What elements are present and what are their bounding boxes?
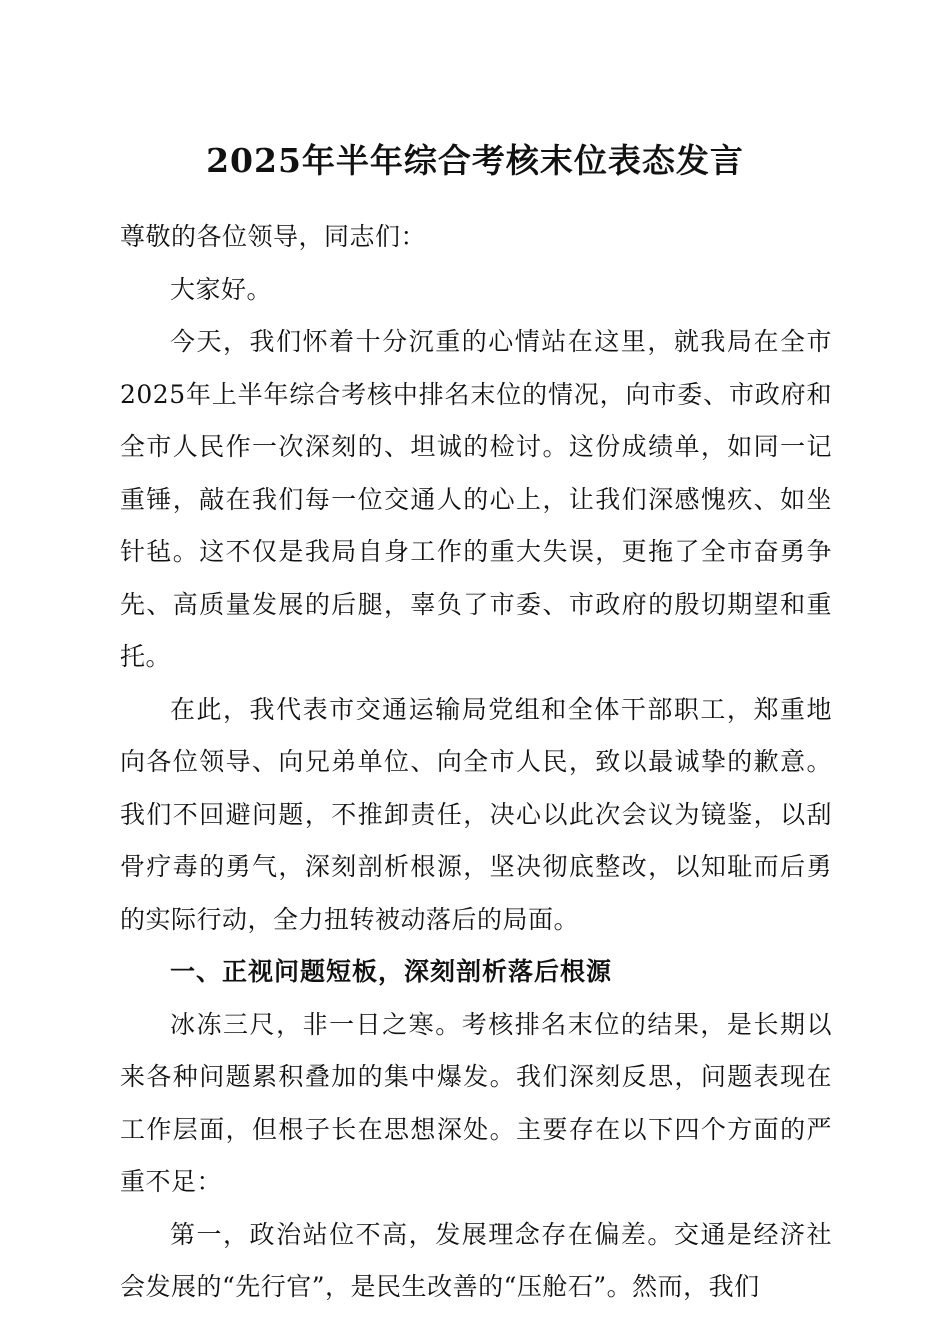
document-title: 2025年半年综合考核末位表态发言 xyxy=(206,141,744,180)
document-body xyxy=(120,211,832,1314)
paragraph-greeting: 大家好。 xyxy=(170,274,273,304)
paragraph-first-point: 第一，政治站位不高，发展理念存在偏差。交通是经济社会发展的“先行官”，是民生改善的“压舱石”。然而，我们 xyxy=(120,1219,832,1301)
section-heading: 一、正视问题短板，深刻剖析落后根源 xyxy=(170,957,613,986)
paragraph-analysis: 冰冻三尺，非一日之寒。考核排名末位的结果，是长期以来各种问题累积叠加的集中爆发。我们深刻反思，问题表现在工作层面，但根子长在思想深处。主要存在以下四个方面的严重不足： xyxy=(120,1009,832,1196)
salutation: 尊敬的各位领导，同志们： xyxy=(120,222,427,251)
paragraph-apology: 在此，我代表市交通运输局党组和全体干部职工，郑重地向各位领导、向兄弟单位、向全市人民，致以最诚挚的歉意。我们不回避问题，不推卸责任，决心以此次会议为镜鉴，以刮骨疗毒的勇气，深刻剖析根源，坚决彻底整改，以知耻而后勇的实际行动，全力扭转被动落后的局面。 xyxy=(120,694,832,934)
paragraph-intro: 今天，我们怀着十分沉重的心情站在这里，就我局在全市2025年上半年综合考核中排名末位的情况，向市委、市政府和全市人民作一次深刻的、坦诚的检讨。这份成绩单，如同一记重锤，敲在我们每一位交通人的心上，让我们深感愧疚、如坐针毡。这不仅是我局自身工作的重大失误，更拖了全市奋勇争先、高质量发展的后腿，辜负了市委、市政府的殷切期望和重托。 xyxy=(120,327,832,671)
